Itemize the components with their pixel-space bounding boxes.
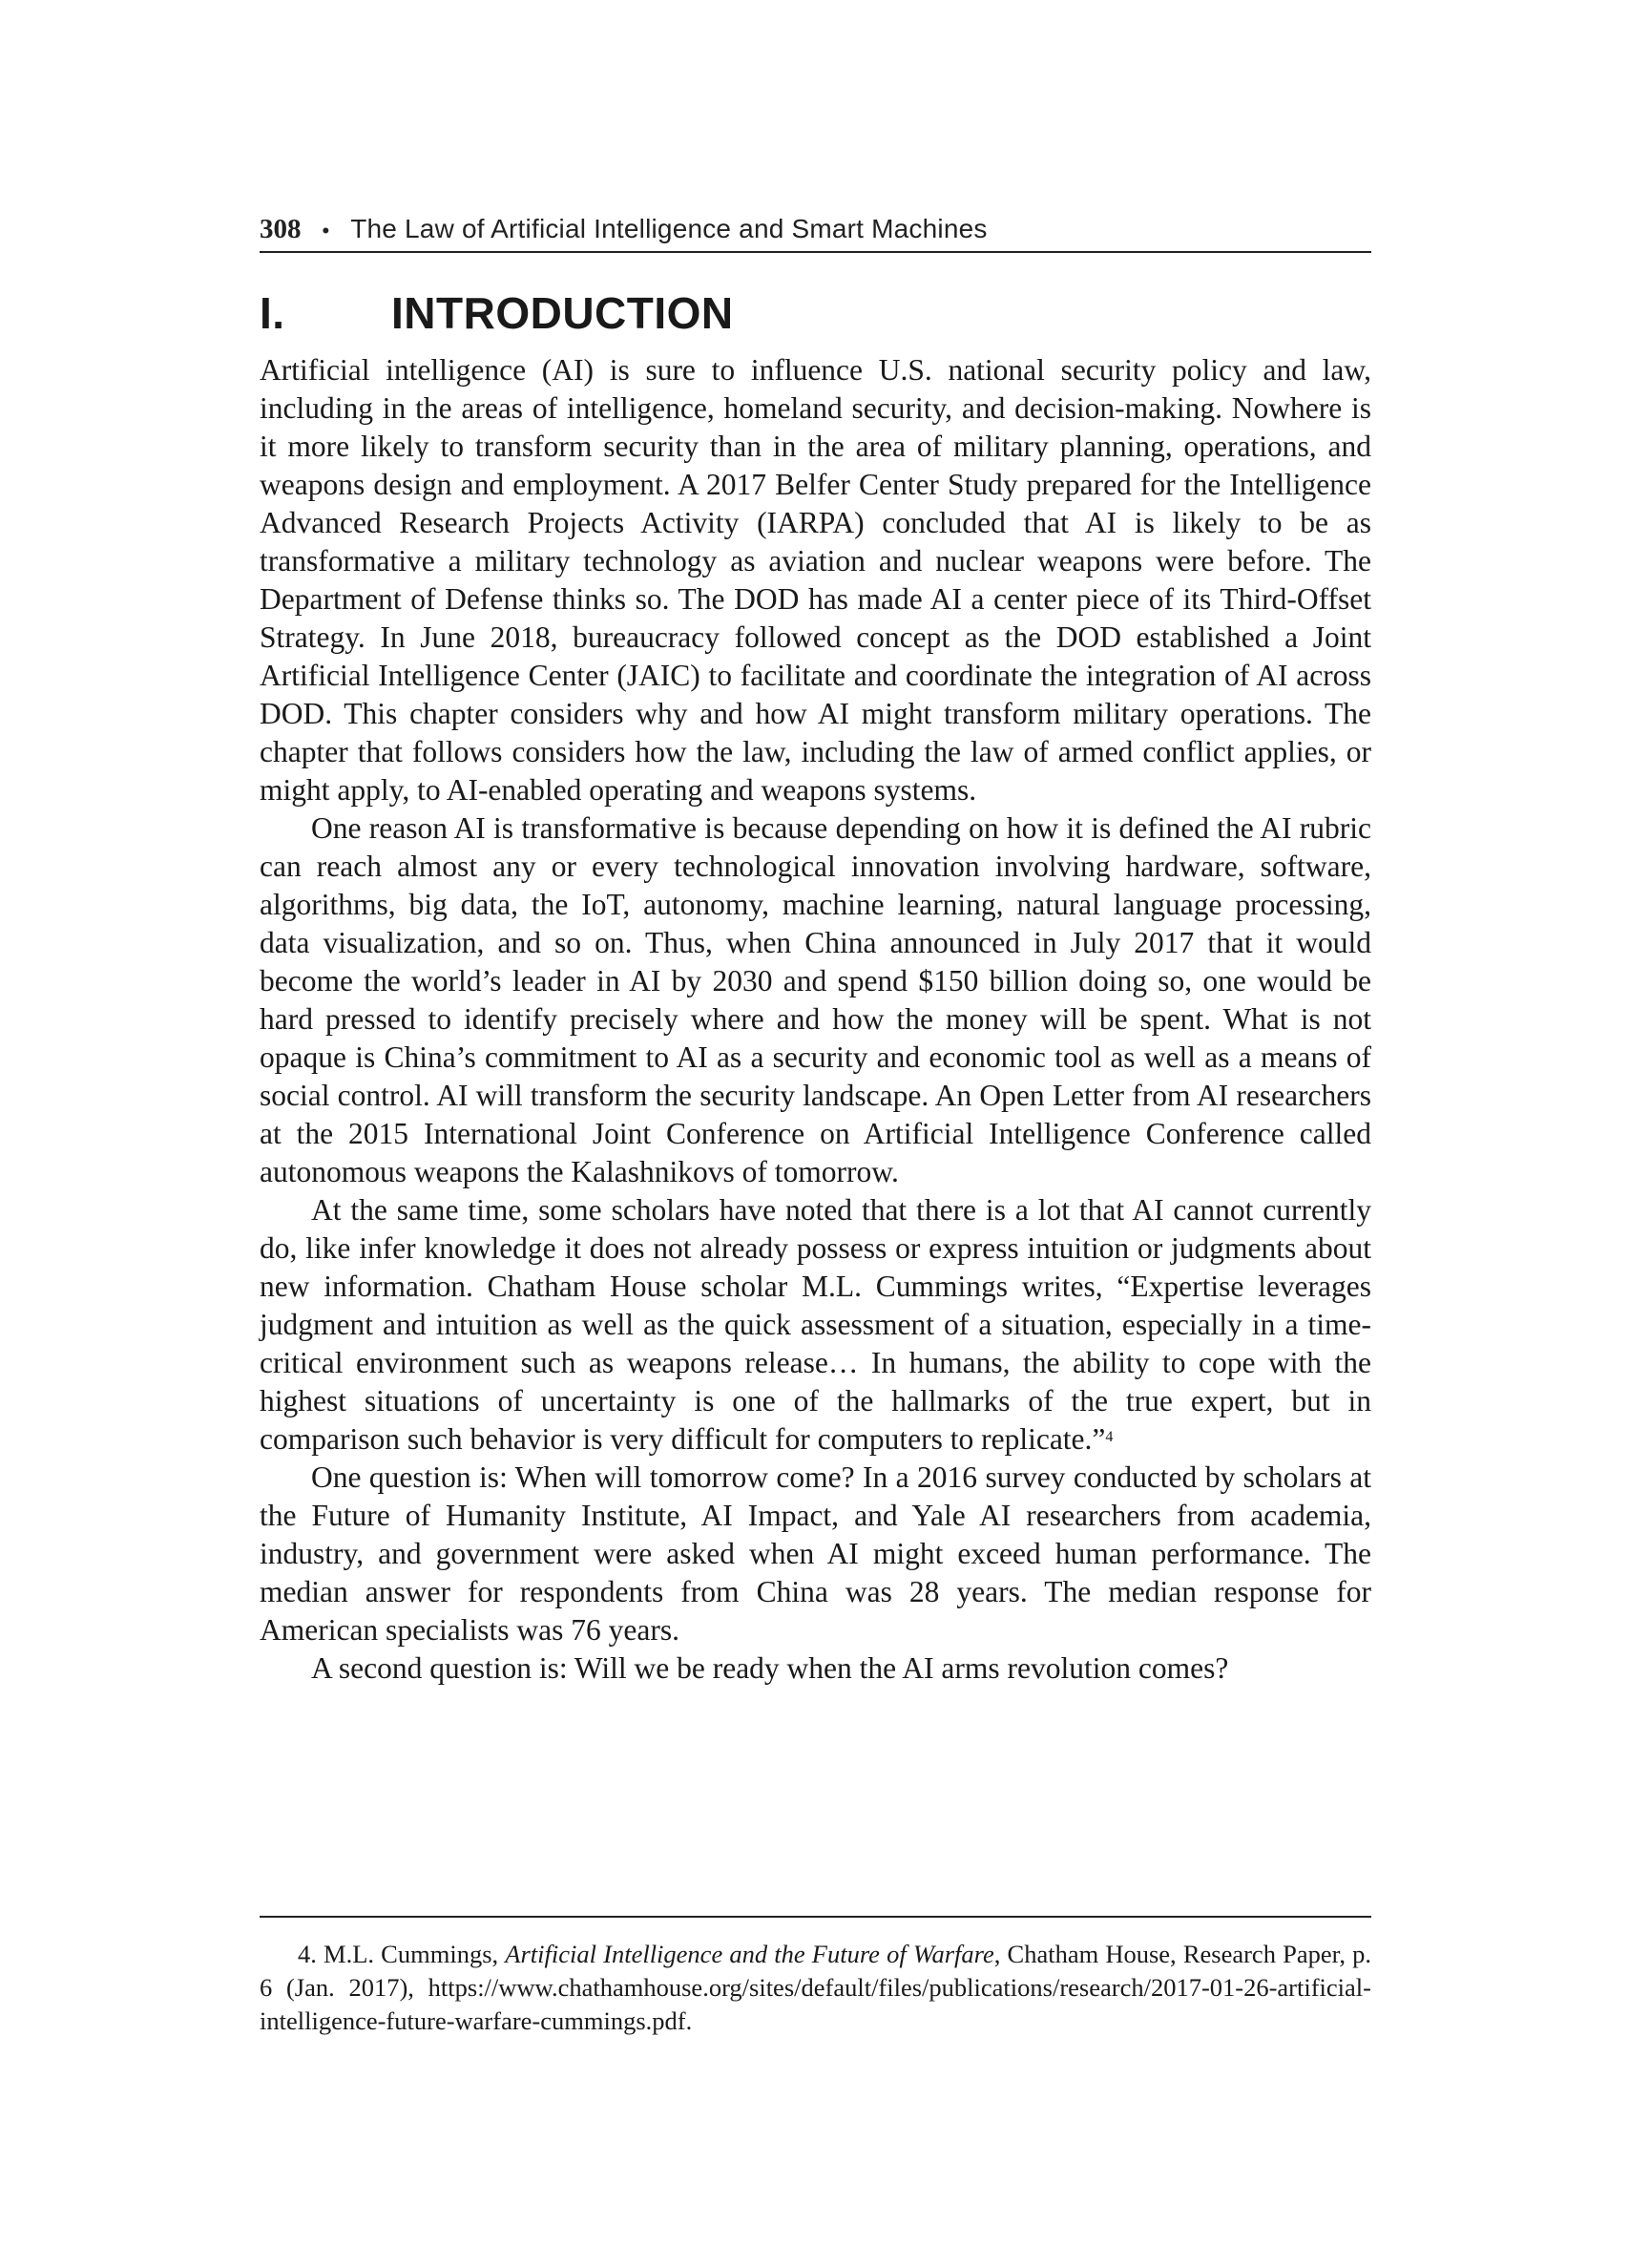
book-title: The Law of Artificial Intelligence and Smart Machines — [350, 214, 988, 243]
paragraph-1: Artificial intelligence (AI) is sure to influence U.S. national security policy and law, including in the areas of intelligence, homeland security, and decision-making. Nowhere is it more likely to transform security than in the area of military planning, operations, and weapons design and employment. A 2017 Belfer Center Study prepared for the Intelligence Advanced Research Projects Activity (IARPA) concluded that AI is likely to be as transformative a military technology as aviation and nuclear weapons were before. The Department of Defense thinks so. The DOD has made AI a center piece of its Third-Offset Strategy. In June 2018, bureaucracy followed concept as the DOD established a Joint Artificial Intelligence Center (JAIC) to facilitate and coordinate the integration of AI across DOD. This chapter considers why and how AI might transform military operations. The chapter that follows considers how the law, including the law of armed conflict applies, or might apply, to AI-enabled operating and weapons systems. — [260, 352, 1371, 807]
paragraph-3-text: At the same time, some scholars have noted that there is a lot that AI cannot currently do, like infer knowledge it does not already possess or express intuition or judgments about new information. Chatham House scholar M.L. Cummings writes, “Expertise leverages judgment and intuition as well as the quick assessment of a situation, especially in a time-critical environment such as weapons release… In humans, the ability to cope with the highest situations of uncertainty is one of the hallmarks of the true expert, but in comparison such behavior is very difficult for computers to replicate.” — [260, 1192, 1371, 1456]
footnote-4 — [260, 1938, 1371, 2038]
running-head — [260, 216, 1371, 253]
running-head-separator: • — [322, 219, 330, 242]
paragraph-4: One question is: When will tomorrow come? In a 2016 survey conducted by scholars at the Future of Humanity Institute, AI Impact, and Yale AI researchers from academia, industry, and government were asked when AI might exceed human performance. The median answer for respondents from China was 28 years. The median response for American specialists was 76 years. — [260, 1460, 1371, 1647]
footnote-citation: , Chatham House, Research Paper, p. 6 (Jan. 2017), https://www.chathamhouse.org/sites/default/files/publications/research/2017-01-26-artificial-intelligence-future-warfare-cummings.pdf. — [260, 1940, 1372, 2035]
page-body — [260, 216, 1371, 1688]
footnote-number: 4. — [298, 1940, 317, 1968]
page-number: 308 — [260, 214, 302, 244]
footnote-divider — [260, 1916, 1371, 1918]
section-title: INTRODUCTION — [391, 288, 734, 338]
section-number: I. — [260, 288, 285, 338]
paragraph-2: One reason AI is transformative is because depending on how it is defined the AI rubric can reach almost any or every technological innovation involving hardware, software, algorithms, big data, the IoT, autonomy, machine learning, natural language processing, data visualization, and so on. Thus, when China announced in July 2017 that it would become the world’s leader in AI by 2030 and spend $150 billion doing so, one would be hard pressed to identify precisely where and how the money will be spent. What is not opaque is China’s commitment to AI as a security and economic tool as well as a means of social control. AI will transform the security landscape. An Open Letter from AI researchers at the 2015 International Joint Conference on Artificial Intelligence Conference called autonomous weapons the Kalashnikovs of tomorrow. — [260, 810, 1371, 1188]
footnote-reference[interactable]: 4 — [1105, 1428, 1114, 1445]
paragraph-5: A second question is: Will we be ready when the AI arms revolution comes? — [311, 1650, 1229, 1685]
paragraph-3 — [260, 1191, 1371, 1459]
body-text — [260, 351, 1371, 1688]
footnote-title: Artificial Intelligence and the Future of Warfare — [505, 1940, 994, 1968]
footnote-author: M.L. Cummings, — [324, 1940, 499, 1968]
section-heading — [260, 289, 1371, 338]
footnotes — [260, 1938, 1371, 2038]
